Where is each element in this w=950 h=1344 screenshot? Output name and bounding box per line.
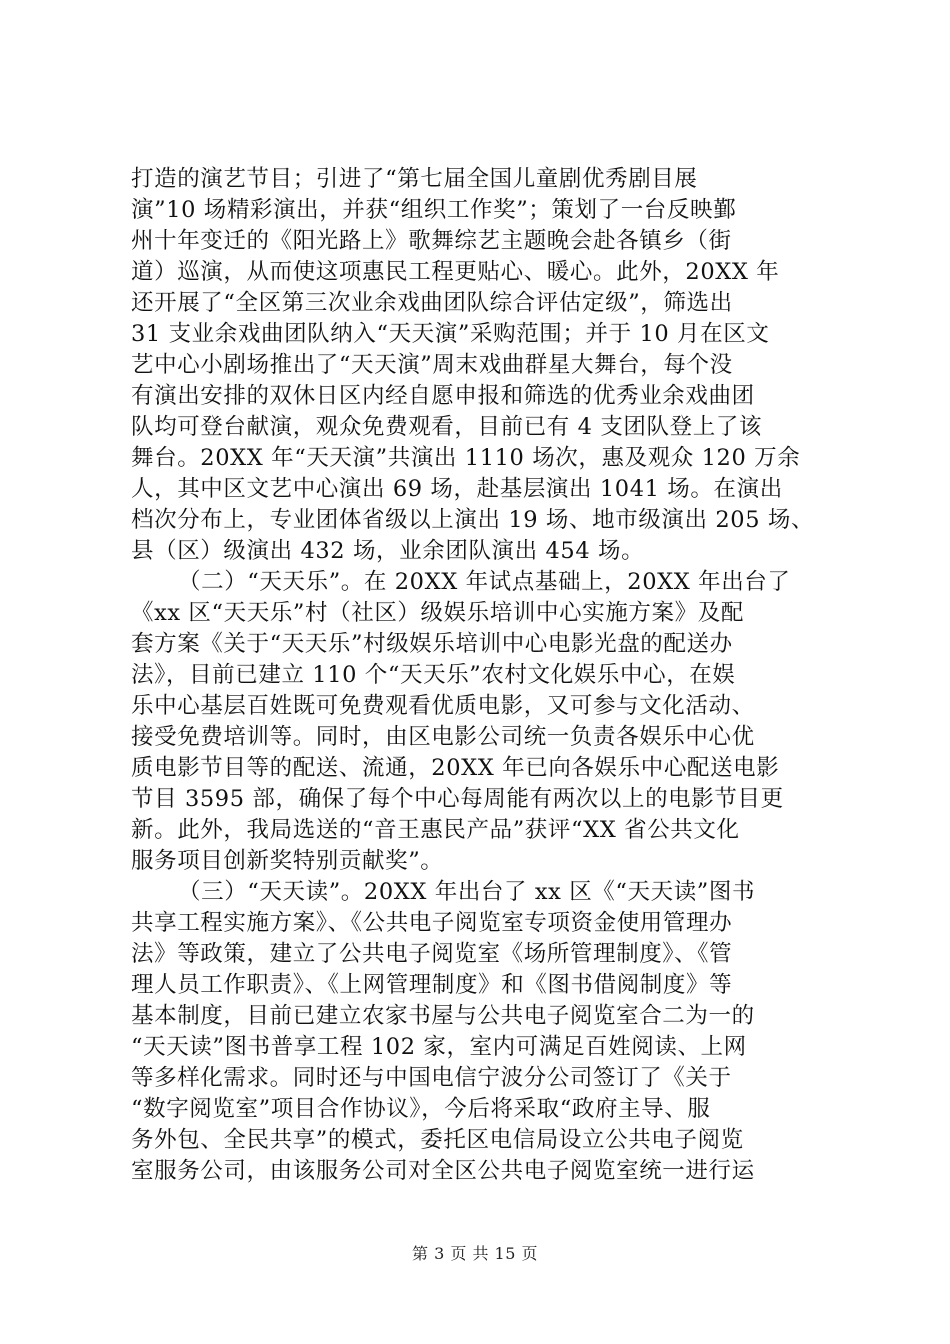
text-line: 共享工程实施方案》、《公共电子阅览室专项资金使用管理办 — [131, 910, 733, 936]
text-line: 基本制度，目前已建立农家书屋与公共电子阅览室合二为一的 — [131, 1003, 755, 1029]
text-line: 道）巡演，从而使这项惠民工程更贴心、暖心。此外，20XX 年 — [131, 259, 780, 285]
text-line: 人，其中区文艺中心演出 69 场，赴基层演出 1041 场。在演出 — [131, 476, 783, 502]
document-body — [131, 164, 837, 1187]
text-line: 接受免费培训等。同时，由区电影公司统一负责各娱乐中心优 — [131, 724, 755, 750]
text-line: 乐中心基层百姓既可免费观看优质电影，又可参与文化活动、 — [131, 693, 755, 719]
text-line: 等多样化需求。同时还与中国电信宁波分公司签订了《关于 — [131, 1065, 732, 1091]
text-line: 理人员工作职责》、《上网管理制度》和《图书借阅制度》等 — [131, 972, 733, 998]
text-line: “数字阅览室”项目合作协议》，今后将采取“政府主导、服 — [131, 1096, 711, 1122]
text-line: 31 支业余戏曲团队纳入“天天演”采购范围；并于 10 月在区文 — [131, 321, 770, 347]
text-line: 州十年变迁的《阳光路上》歌舞综艺主题晚会赴各镇乡（街 — [131, 228, 732, 254]
text-line: 法》，目前已建立 110 个“天天乐”农村文化娱乐中心，在娱 — [131, 662, 736, 688]
text-line: 《xx 区“天天乐”村（社区）级娱乐培训中心实施方案》及配 — [131, 600, 744, 626]
text-line: “天天读”图书普享工程 102 家，室内可满足百姓阅读、上网 — [131, 1034, 747, 1060]
text-line: 艺中心小剧场推出了“天天演”周末戏曲群星大舞台，每个没 — [131, 352, 733, 378]
text-line: 县（区）级演出 432 场，业余团队演出 454 场。 — [131, 538, 645, 564]
text-line: 队均可登台献演，观众免费观看，目前已有 4 支团队登上了该 — [131, 414, 763, 440]
text-line: 舞台。20XX 年“天天演”共演出 1110 场次，惠及观众 120 万余 — [131, 445, 801, 471]
text-line: 新。此外，我局选送的“音王惠民产品”获评“XX 省公共文化 — [131, 817, 740, 843]
text-line: 演”10 场精彩演出，并获“组织工作奖”；策划了一台反映鄞 — [131, 197, 737, 223]
page-number-label: 第 3 页 共 15 页 — [412, 1244, 538, 1263]
paragraph-2-first-line: （二）“天天乐”。在 20XX 年试点基础上，20XX 年出台了 — [178, 569, 791, 595]
text-line: 节目 3595 部，确保了每个中心每周能有两次以上的电影节目更 — [131, 786, 784, 812]
text-line: 有演出安排的双休日区内经自愿申报和筛选的优秀业余戏曲团 — [131, 383, 755, 409]
paragraph-3-first-line: （三）“天天读”。20XX 年出台了 xx 区《“天天读”图书 — [178, 879, 756, 905]
text-line: 套方案《关于“天天乐”村级娱乐培训中心电影光盘的配送办 — [131, 631, 733, 657]
page-footer — [0, 1244, 950, 1264]
text-line: 务外包、全民共享”的模式，委托区电信局设立公共电子阅览 — [131, 1127, 744, 1153]
text-line: 打造的演艺节目；引进了“第七届全国儿童剧优秀剧目展 — [131, 166, 698, 192]
text-line: 法》等政策，建立了公共电子阅览室《场所管理制度》、《管 — [131, 941, 733, 967]
text-line: 室服务公司，由该服务公司对全区公共电子阅览室统一进行运 — [131, 1158, 755, 1184]
text-line: 服务项目创新奖特别贡献奖”。 — [131, 848, 444, 874]
text-line: 档次分布上，专业团体省级以上演出 19 场、地市级演出 205 场、 — [131, 507, 815, 533]
text-line: 质电影节目等的配送、流通，20XX 年已向各娱乐中心配送电影 — [131, 755, 780, 781]
text-line: 还开展了“全区第三次业余戏曲团队综合评估定级”，筛选出 — [131, 290, 733, 316]
